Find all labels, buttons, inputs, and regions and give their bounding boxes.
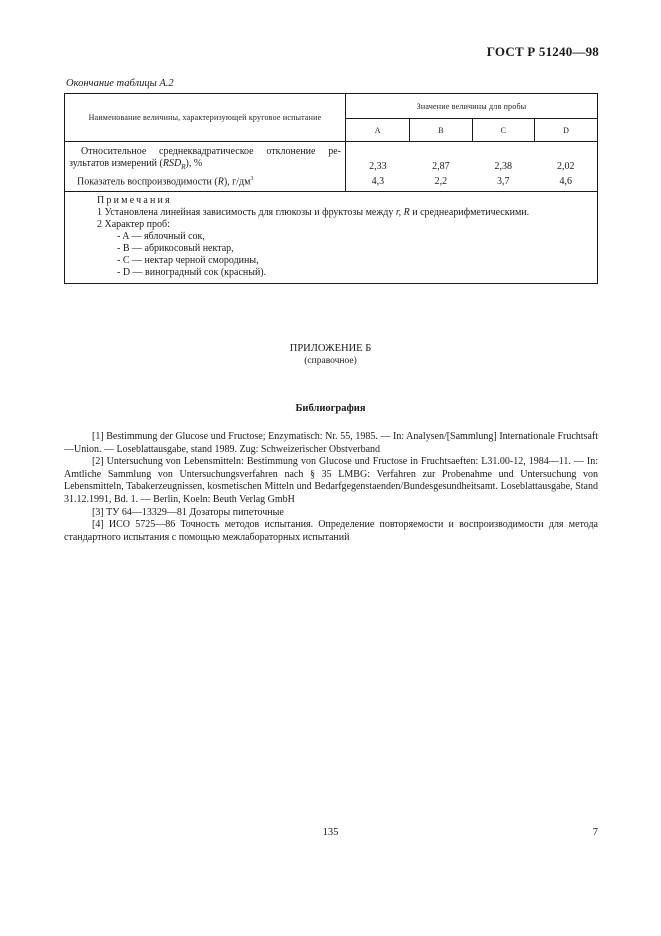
- value-cell: 2,38: [494, 161, 513, 172]
- bibliography-entry: [1] Bestimmung der Glucose und Fructose; Enzymatisch: Nr. 55, 1985. — In: Analysen/[Sammlung] Internationale Fruchtsaft—Union. — Loseblattausgabe, stand 1989. Zug: Schweizerischer Obstverband: [64, 431, 598, 455]
- bibliography-title: Библиография: [295, 403, 366, 414]
- list-item: - D — виноградный сок (красный).: [117, 267, 267, 279]
- label-text: ), %: [185, 158, 203, 169]
- label-subscript: R: [181, 163, 186, 171]
- row-label-rsd: [65, 142, 346, 174]
- appendix-subtitle: (справочное): [304, 356, 357, 366]
- value-cell: 2,33: [369, 161, 387, 172]
- standard-code: ГОСТ Р 51240—98: [486, 44, 599, 59]
- label-superscript: 3: [250, 176, 254, 182]
- value-cell: 3,7: [497, 176, 510, 188]
- note-text: и среднеарифметическими.: [409, 207, 530, 219]
- bibliography-entry: [2] Untersuchung von Lebensmitteln: Bestimmung von Glucose und Fructose in Fruchtsaeften: L31.00-12, 1984—11. — In: Amtliche Sammlung von Untersuchungsverfahren nach § 35 LMBG: Verfahren zur Probenahme und Untersuchung von Lebensmitteln, Tabakerzeugnissen, kosmetischen Mitteln und Bedarfgegenstaenden/Bundesgesundheitsamt. Loseblattausgabe, Stand 31.12.1991, Bd. 1. — Berlin, Koeln: Beuth Verlag GmbH: [64, 456, 598, 505]
- sample-header-d: D: [535, 119, 597, 142]
- label-text: Показатель воспроизводимости (: [77, 176, 218, 188]
- value-header: Значение величины для пробы: [346, 94, 598, 119]
- row-label-line: Относительное среднеквадратическое отклонение ре-: [81, 146, 341, 157]
- value-cell: 4,3: [371, 176, 385, 188]
- value-cell: 2,02: [557, 161, 575, 172]
- row-label-line: [69, 158, 341, 173]
- page-number: 135: [322, 827, 339, 838]
- row-label-reproducibility: [65, 173, 346, 191]
- value-cell: 2,2: [434, 176, 448, 188]
- label-text: зультатов измерений (: [69, 158, 163, 169]
- table-notes: [65, 191, 597, 283]
- label-symbol: RSD: [162, 158, 182, 169]
- sample-header-c: C: [472, 119, 534, 142]
- note-2: 2 Характер проб:: [97, 219, 170, 231]
- results-table: [64, 93, 598, 284]
- table-row: [65, 142, 597, 174]
- bibliography-list: [64, 431, 598, 544]
- label-symbol: R: [217, 176, 224, 188]
- bibliography-entry: [4] ИСО 5725—86 Точность методов испытания. Определение повторяемости и воспроизводимости для метода стандартного испытания с помощью межлабораторных испытаний: [64, 519, 598, 543]
- list-item: - C — нектар черной смородины,: [117, 255, 259, 267]
- bibliography-entry: [3] ТУ 64—13329—81 Дозаторы пипеточные: [92, 506, 284, 518]
- note-1: [97, 207, 593, 219]
- table-row: [65, 173, 597, 191]
- sample-header-b: B: [410, 119, 472, 142]
- note-symbols: r, R: [395, 207, 410, 219]
- value-cell: 2,87: [432, 161, 450, 172]
- quantity-name-header: Наименование величины, характеризующей круговое испытание: [65, 94, 346, 142]
- list-item: - A — яблочный сок,: [117, 231, 205, 243]
- label-text: ), г/дм: [223, 176, 251, 188]
- page-number-right: 7: [592, 827, 598, 838]
- value-cell: 4,6: [559, 176, 572, 188]
- note-text: 1 Установлена линейная зависимость для глюкозы и фруктозы между: [97, 207, 396, 219]
- notes-heading: Примечания: [97, 195, 172, 207]
- appendix-title: ПРИЛОЖЕНИЕ Б: [289, 343, 372, 354]
- table-caption: Окончание таблицы А.2: [66, 78, 174, 89]
- list-item: - B — абрикосовый нектар,: [117, 243, 234, 255]
- sample-header-a: A: [346, 119, 410, 142]
